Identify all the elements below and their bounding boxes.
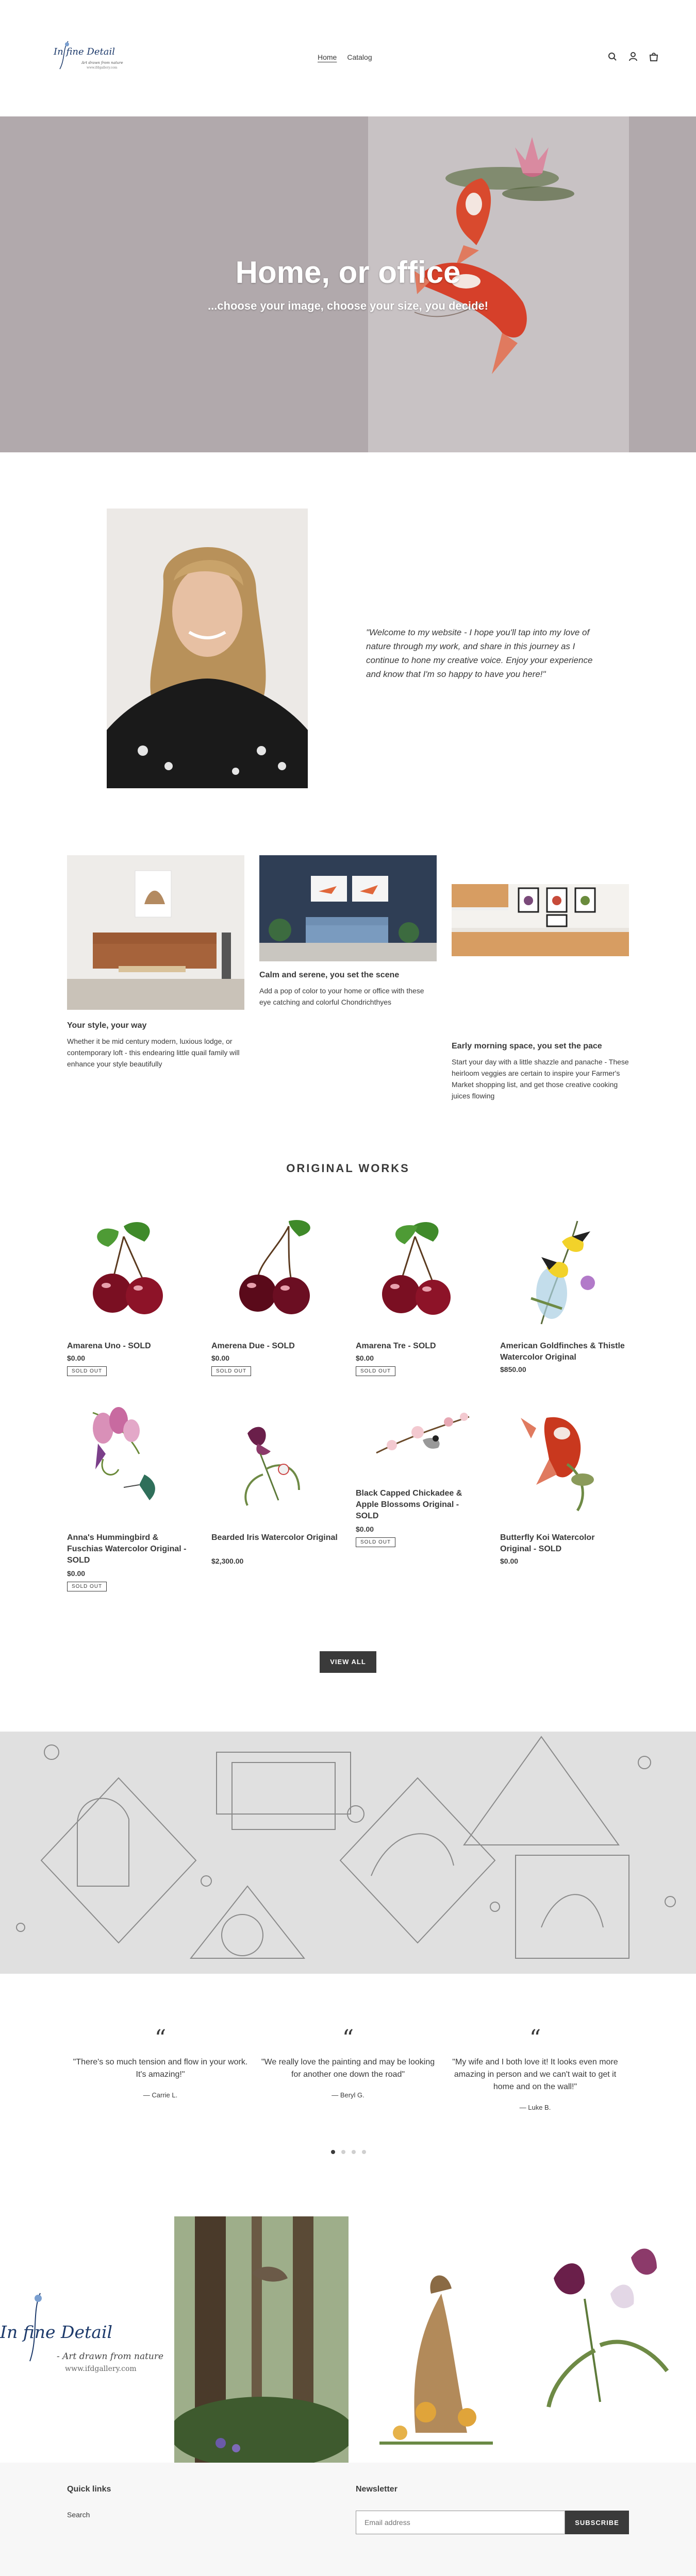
hero-subtitle: ...choose your image, choose your size, you decide! <box>207 299 489 312</box>
gallery-logo-tagline: - Art drawn from nature <box>57 2351 164 2362</box>
product-image <box>356 1391 483 1494</box>
product-price: $850.00 <box>500 1365 526 1374</box>
original-works-title: ORIGINAL WORKS <box>286 1162 410 1175</box>
view-all-button[interactable]: VIEW ALL <box>320 1651 376 1673</box>
testimonial-quote: "We really love the painting and may be looking for another one down the road" <box>261 2058 435 2079</box>
product-price: $0.00 <box>67 1354 86 1362</box>
sold-out-badge: SOLD OUT <box>356 1366 395 1376</box>
site-header <box>0 0 696 116</box>
room-image-kitchen <box>452 884 629 956</box>
product-name: Butterfly Koi Watercolor Original - SOLD <box>500 1533 595 1553</box>
account-icon[interactable] <box>628 52 638 62</box>
product-name: Anna's Hummingbird & Fuschias Watercolor Original - SOLD <box>67 1533 187 1565</box>
room-title-1: Your style, your way <box>67 1021 147 1030</box>
gallery-strip <box>0 2216 696 2463</box>
gallery-owl-stump-image <box>349 2216 523 2463</box>
newsletter-title: Newsletter <box>356 2485 397 2494</box>
gallery-forest-owl-image <box>174 2216 349 2463</box>
room-feature-1 <box>67 855 244 1072</box>
room-image-living <box>67 855 244 1010</box>
product-price: $0.00 <box>356 1525 374 1533</box>
quick-links-title: Quick links <box>67 2485 111 2494</box>
testimonial-quote: "My wife and I both love it! It looks even more amazing in person and we can't wait to get it home and on the wall!" <box>452 2058 618 2091</box>
room-text-3: Start your day with a little shazzle and panache - These heirloom veggies are certain to inspire your Farmer's Market shopping list, and get those creative cooking juices flowing <box>452 1058 629 1100</box>
product-image <box>211 1397 338 1524</box>
testimonial-quote: "There's so much tension and flow in your work. It's amazing!" <box>73 2058 248 2079</box>
quote-icon: “ <box>529 2025 541 2052</box>
product-card[interactable] <box>500 1397 627 1572</box>
product-card[interactable] <box>211 1206 338 1386</box>
nav-home[interactable]: Home <box>318 53 337 61</box>
product-image <box>67 1397 194 1524</box>
product-name: Amerena Due - SOLD <box>211 1342 295 1350</box>
site-logo[interactable] <box>54 39 131 75</box>
product-card[interactable] <box>67 1206 194 1386</box>
testimonial-3 <box>448 2025 623 2111</box>
main-nav <box>318 53 372 61</box>
product-card[interactable] <box>67 1397 194 1603</box>
product-card[interactable] <box>211 1397 338 1572</box>
room-text-2: Add a pop of color to your home or office with these eye catching and colorful Chondrichthyes <box>259 987 424 1006</box>
room-text-1: Whether it be mid century modern, luxious lodge, or contemporary loft - this endearing little quail family will enhance your style beautifully <box>67 1037 240 1068</box>
product-name: Black Capped Chickadee & Apple Blossoms Original - SOLD <box>356 1489 462 1520</box>
product-price: $0.00 <box>211 1354 230 1362</box>
product-card[interactable] <box>356 1206 483 1386</box>
product-name: Amarena Tre - SOLD <box>356 1342 436 1350</box>
quote-icon: “ <box>154 2025 167 2052</box>
room-image-office <box>259 855 437 961</box>
product-name: American Goldfinches & Thistle Watercolor Original <box>500 1342 625 1362</box>
logo-url: www.ifdgallery.com <box>87 66 118 70</box>
testimonial-author: — Luke B. <box>519 2104 551 2111</box>
carousel-dot[interactable] <box>331 2150 335 2154</box>
nav-catalog[interactable]: Catalog <box>347 53 372 61</box>
sold-out-badge: SOLD OUT <box>356 1537 395 1547</box>
subscribe-button[interactable]: SUBSCRIBE <box>565 2511 629 2534</box>
hero-title: Home, or office <box>235 255 461 290</box>
room-feature-2 <box>259 855 437 1041</box>
decorative-pattern-band <box>0 1732 696 1974</box>
cart-icon[interactable] <box>649 52 659 62</box>
product-price: $0.00 <box>500 1557 519 1565</box>
product-image <box>67 1206 194 1332</box>
quote-icon: “ <box>342 2025 354 2052</box>
header-icons <box>607 52 659 62</box>
sold-out-badge: SOLD OUT <box>67 1582 107 1591</box>
search-icon[interactable] <box>607 52 618 62</box>
product-price: $0.00 <box>67 1569 86 1578</box>
product-card[interactable] <box>356 1391 483 1607</box>
hero-banner <box>0 116 696 452</box>
sold-out-badge: SOLD OUT <box>211 1366 251 1376</box>
product-price: $2,300.00 <box>211 1557 244 1565</box>
room-feature-3 <box>452 884 629 1116</box>
room-title-3: Early morning space, you set the pace <box>452 1042 602 1050</box>
gallery-logo-panel <box>0 2216 174 2463</box>
logo-tagline: Art drawn from nature <box>81 61 123 65</box>
newsletter-email-field[interactable] <box>356 2511 565 2534</box>
carousel-dot[interactable] <box>352 2150 356 2154</box>
footer-link-search[interactable]: Search <box>67 2511 90 2519</box>
product-price: $0.00 <box>356 1354 374 1362</box>
testimonial-2 <box>260 2025 436 2099</box>
testimonial-author: — Beryl G. <box>332 2091 364 2099</box>
testimonial-author: — Carrie L. <box>143 2091 178 2099</box>
welcome-message: "Welcome to my website - I hope you'll tap into my love of nature through my work, and share in this journey as I continue to hone my creative voice. Enjoy your experience and know that I'm so happy to have you here!" <box>366 628 593 679</box>
product-card[interactable] <box>500 1206 627 1386</box>
product-name: Amarena Uno - SOLD <box>67 1342 151 1350</box>
gallery-logo-url: www.ifdgallery.com <box>65 2365 137 2373</box>
logo-text: In fine Detail <box>54 46 115 57</box>
product-image <box>500 1397 627 1524</box>
carousel-dot[interactable] <box>362 2150 366 2154</box>
gallery-logo-text: In fine Detail <box>0 2322 113 2342</box>
product-image <box>356 1206 483 1332</box>
artist-portrait <box>107 509 308 788</box>
carousel-dots <box>331 2150 366 2154</box>
room-title-2: Calm and serene, you set the scene <box>259 971 400 979</box>
product-image <box>211 1206 338 1332</box>
carousel-dot[interactable] <box>341 2150 345 2154</box>
sold-out-badge: SOLD OUT <box>67 1366 107 1376</box>
testimonial-1 <box>73 2025 248 2099</box>
product-image <box>500 1206 627 1332</box>
gallery-iris-image <box>523 2216 696 2463</box>
product-name: Bearded Iris Watercolor Original <box>211 1533 338 1542</box>
